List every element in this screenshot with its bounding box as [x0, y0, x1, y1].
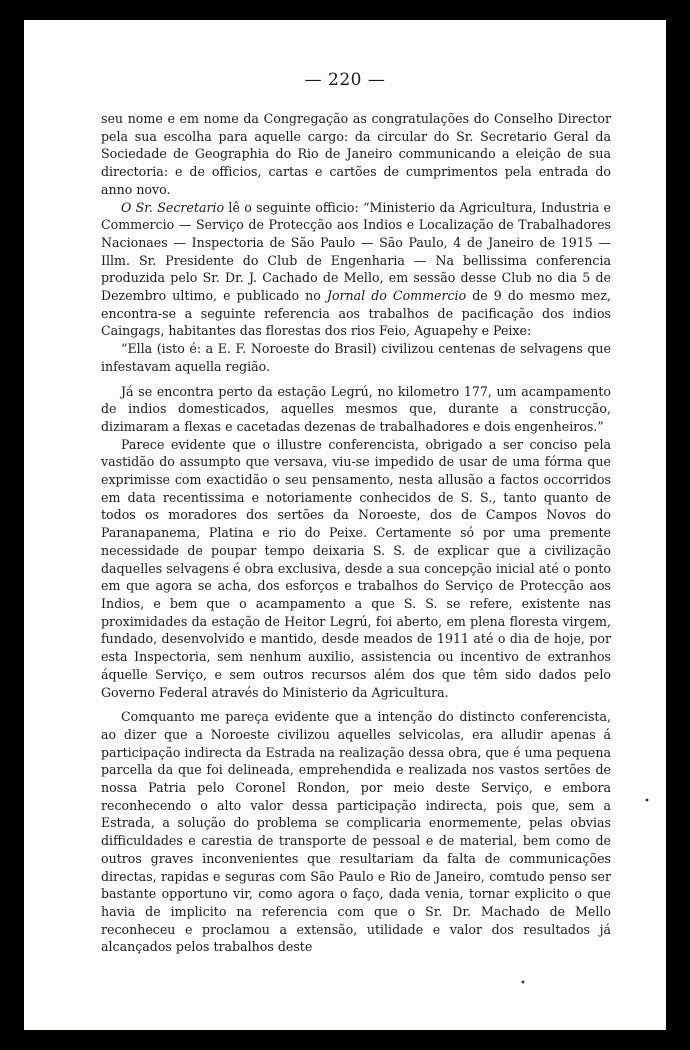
- paragraph-2-part-1: lê o seguinte officio: “Ministerio da Agricultura, Industria e Commercio — Serviço de Protecção aos Indios e Localização de Trabalhadores Nacionaes — Inspectoria de São Paulo — São Paulo, 4 de Janeiro de 1915 — Illm. Sr. Presidente do Club de Engenharia — Na bellissima conferencia produzida pelo Sr. Dr. J. Cachado de Mello, em sessão desse Club no dia 5 de Dezembro ultimo, e publicado no: [101, 199, 611, 304]
- speaker-lead: O Sr. Secretario: [121, 199, 225, 215]
- page-number: — 220 —: [304, 70, 386, 90]
- bottom-speck: •: [520, 978, 526, 989]
- body-text: [101, 110, 611, 956]
- paragraph-5: Parece evidente que o illustre conferencista, obrigado a ser conciso pela vastidão do assumpto que versava, viu-se impedido de usar de uma fórma que exprimisse com exactidão o seu pensamento, nesta allusão a factos occorridos em data recentissima e notoriamente conhecidos de S. S., tanto quanto de todos os moradores dos sertões da Noroeste, dos de Campos Novos do Paranapanema, Platina e rio do Peixe. Certamente só por uma premente necessidade de poupar tempo deixaria S. S. de explicar que a civilização daquelles selvagens é obra exclusiva, desde a sua concepção inicial até o ponto em que agora se acha, dos esforços e trabalhos do Serviço de Protecção aos Indios, e bem que o acampamento a que S. S. se refere, existente nas proximidades da estação de Heitor Legrú, foi aberto, em plena floresta virgem, fundado, desenvolvido e mantido, desde meados de 1911 até o dia de hoje, por esta Inspectoria, sem nenhum auxilio, assistencia ou incentivo de extranhos áquelle Serviço, e sem outros recursos além dos que têm sido dados pelo Governo Federal através do Ministerio da Agricultura.: [101, 436, 611, 700]
- document-page: [24, 20, 666, 1030]
- paragraph-4: Já se encontra perto da estação Legrú, no kilometro 177, um acampamento de indios domesticados, aquelles mesmos que, durante a construcção, dizimaram a flexas e cacetadas dezenas de trabalhadores e dois engenheiros.”: [101, 383, 611, 434]
- paragraph-3: “Ella (isto é: a E. F. Noroeste do Brasil) civilizou centenas de selvagens que infestavam aquella região.: [101, 341, 611, 374]
- paragraph-6: Comquanto me pareça evidente que a intenção do distincto conferencista, ao dizer que a Noroeste civilizou aquelles selvicolas, era alludir apenas á participação indirecta da Estrada na realização dessa obra, que é uma pequena parcella da que foi delineada, emprehendida e realizada nos vastos sertões de nossa Patria pelo Coronel Rondon, por meio deste Serviço, e embora reconhecendo o alto valor dessa participação indirecta, pois que, sem a Estrada, a solução do problema se complicaria enormemente, pelas obvias difficuldades e carestia de transporte de pessoal e de material, bem como de outros graves inconvenientes que resultariam da falta de communicações directas, rapidas e seguras com São Paulo e Rio de Janeiro, comtudo penso ser bastante opportuno vir, como agora o faço, dada venia, tornar explicito o que havia de implicito na referencia com que o Sr. Dr. Machado de Mello reconheceu e proclamou a extensão, utilidade e valor dos resultados já alcançados pelos trabalhos deste: [101, 709, 611, 955]
- paragraph-2-part-2: de 9 do mesmo mez, encontra-se a seguinte referencia aos trabalhos de pacificação dos indios Caingags, habitantes das florestas dos rios Feio, Aguapehy e Peixe:: [101, 288, 612, 339]
- paragraph-2: [101, 199, 611, 341]
- margin-speck: •: [644, 796, 650, 807]
- newspaper-title: Jornal do Commercio: [326, 288, 467, 304]
- paragraph-1: seu nome e em nome da Congregação as congratulações do Conselho Director pela sua escolha para aquelle cargo: da circular do Sr. Secretario Geral da Sociedade de Geographia do Rio de Janeiro communicando a eleição de sua directoria: e de officios, cartas e cartões de cumprimentos pela entrada do anno novo.: [101, 111, 611, 197]
